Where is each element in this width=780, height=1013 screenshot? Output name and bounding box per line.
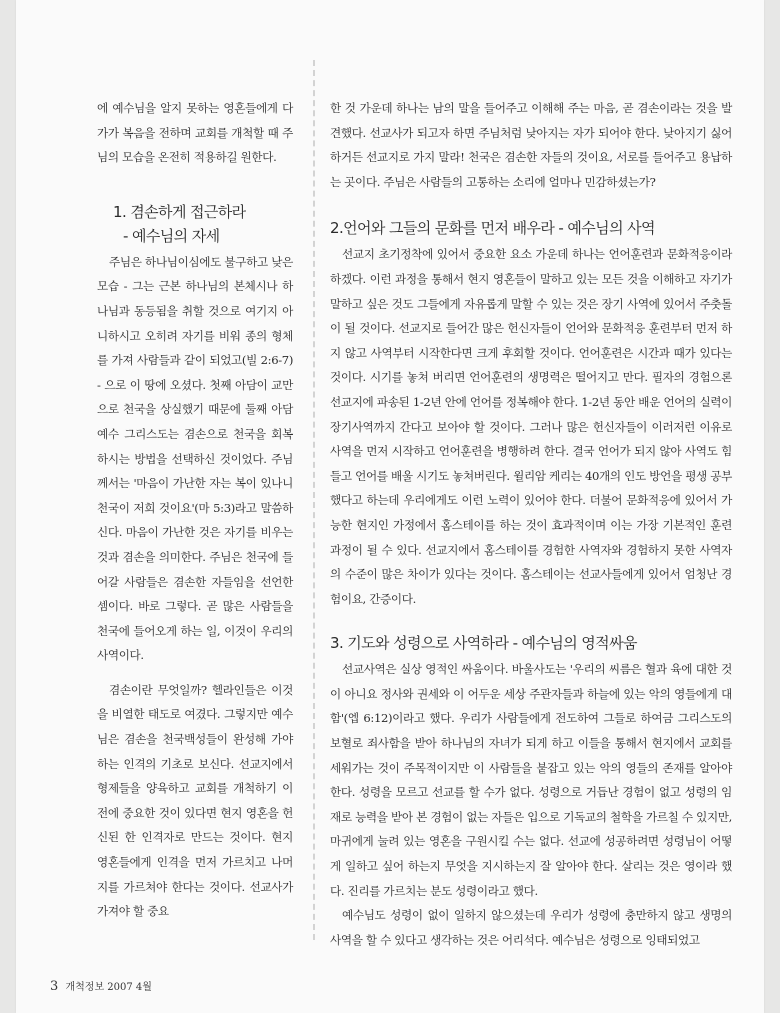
page-fold-line [313, 60, 315, 940]
section1-paragraph-2: 겸손이란 무엇일까? 헬라인들은 이것을 비열한 태도로 여겼다. 그렇지만 예수님은 겸손을 천국백성들이 완성해 가야 하는 인격의 기초로 보신다. 선교지에서 형제들을 양육하고 교회를 개척하기 이전에 중요한 것이 있다면 현지 영혼을 헌신된 한 인격자로 만드는 것이다. 현지 영혼들에게 인격을 먼저 가르치고 나머지를 가르쳐야 한다는 것이다. 선교사가 가져야 할 중요 [97, 682, 293, 919]
left-intro-paragraph: 에 예수님을 알지 못하는 영혼들에게 다가가 복음을 전하며 교회를 개척할 때 주님의 모습을 온전히 적용하길 원한다. [97, 101, 293, 165]
right-intro-paragraph: 한 것 가운데 하나는 남의 말을 들어주고 이해해 주는 마음, 곧 겸손이라는 것을 발견했다. 선교사가 되고자 하면 주님처럼 낮아지는 자가 되어야 한다. 낮아지기 싫어하거든 선교지로 가지 말라! 천국은 겸손한 자들의 것이요, 서로를 들어주고 용납하는 곳이다. 주님은 사람들의 고통하는 소리에 얼마나 민감하셨는가? [330, 101, 732, 189]
section2-title: 2.언어와 그들의 문화를 먼저 배우라 - 예수님의 사역 [330, 219, 655, 238]
left-column [97, 96, 293, 924]
page-number: 3 [50, 979, 59, 994]
publication-info: 개척정보 2007 4월 [65, 982, 152, 993]
magazine-page [16, 0, 764, 1013]
section3-paragraph-2: 예수님도 성령이 없이 일하지 않으셨는데 우리가 성령에 충만하지 않고 생명의 사역을 할 수 있다고 생각하는 것은 어리석다. 예수님은 성령으로 잉태되었고 [330, 908, 732, 947]
section3-title: 3. 기도와 성령으로 사역하라 - 예수님의 영적싸움 [330, 634, 637, 653]
section1-title: 1. 겸손하게 접근하라 [113, 202, 246, 221]
section3-paragraph-1: 선교사역은 실상 영적인 싸움이다. 바울사도는 '우리의 씨름은 혈과 육에 대한 것이 아니요 정사와 권세와 이 어두운 세상 주관자들과 하늘에 있는 악의 영들에게 대함'(엡 6:12)이라고 했다. 우리가 사람들에게 전도하여 그들로 하여금 그리스도의 보혈로 죄사함을 받아 하나님의 자녀가 되게 하고 이들을 통해서 현지에서 교회를 세워가는 것이 주목적이지만 이 사람들을 붙잡고 있는 악의 영들의 존재를 알아야 한다. 성령을 모르고 선교를 할 수가 없다. 성령으로 거듭난 경험이 없고 성령의 임재로 능력을 받아 본 경험이 없는 자들은 입으로 기독교의 철학을 가르칠 수 있지만, 마귀에게 눌려 있는 영혼을 구원시킬 수는 없다. 선교에 성공하려면 성령님이 어떻게 일하고 싶어 하는지 무엇을 지시하는지 잘 알아야 한다. 살리는 것은 영이라 했다. 진리를 가르치는 분도 성령이라고 했다. [330, 662, 732, 898]
section1-subtitle: - 예수님의 자세 [123, 226, 220, 245]
section2-paragraph: 선교지 초기정착에 있어서 중요한 요소 가운데 하나는 언어훈련과 문화적응이라 하겠다. 이런 과정을 통해서 현지 영혼들이 말하고 있는 모든 것을 이해하고 자기가 말하고 싶은 것도 그들에게 자유롭게 말할 수 있는 것은 장기 사역에 있어서 주춧돌이 될 것이다. 선교지로 들어간 많은 헌신자들이 언어와 문화적응 훈련부터 먼저 하지 않고 사역부터 시작한다면 크게 후회할 것이다. 언어훈련은 시간과 때가 있다는 것이다. 시기를 놓쳐 버리면 언어훈련의 생명력은 떨어지고 만다. 필자의 경험으론 선교지에 파송된 1-2년 안에 언어를 정복해야 한다. 1-2년 동안 배운 언어의 실력이 장기사역까지 간다고 보아야 할 것이다. 그러나 많은 헌신자들이 이러저런 이유로 사역을 먼저 시작하고 언어훈련을 병행하려 한다. 결국 언어가 되지 않아 사역도 힘들고 언어를 배울 시기도 놓쳐버린다. 윌리암 케리는 40개의 인도 방언을 평생 공부했다고 하는데 우리에게도 이런 노력이 있어야 한다. 더불어 문화적응에 있어서 가능한 현지인 가정에서 홈스테이를 하는 것이 효과적이며 이는 가장 기본적인 훈련과정이 될 수 있다. 선교지에서 홈스테이를 경험한 사역자와 경험하지 못한 사역자의 수준이 많은 차이가 있다는 것이다. 홈스테이는 선교사들에게 있어서 엄청난 경험이요, 간증이다. [330, 247, 732, 606]
section1-paragraph-1: 주님은 하나님이심에도 불구하고 낮은 모습 - 그는 근본 하나님의 본체시나 하나님과 동등됨을 취할 것으로 여기지 아니하시고 오히려 자기를 비워 종의 형체를 가져 사람들과 같이 되었고(빌 2:6-7) - 으로 이 땅에 오셨다. 첫째 아담이 교만으로 천국을 상실했기 때문에 둘째 아담 예수 그리스도는 겸손으로 천국을 회복하시는 방법을 선택하신 것이었다. 주님께서는 '마음이 가난한 자는 복이 있나니 천국이 저희 것이요'(마 5:3)라고 말씀하신다. 마음이 가난한 것은 자기를 비우는 것과 겸손을 의미한다. 주님은 천국에 들어갈 사람들은 겸손한 자들임을 선언한 셈이다. 바로 그렇다. 곧 많은 사람들을 천국에 들어오게 하는 일, 이것이 우리의 사역이다. [97, 254, 293, 663]
right-column [330, 96, 732, 952]
page-footer [50, 978, 152, 994]
